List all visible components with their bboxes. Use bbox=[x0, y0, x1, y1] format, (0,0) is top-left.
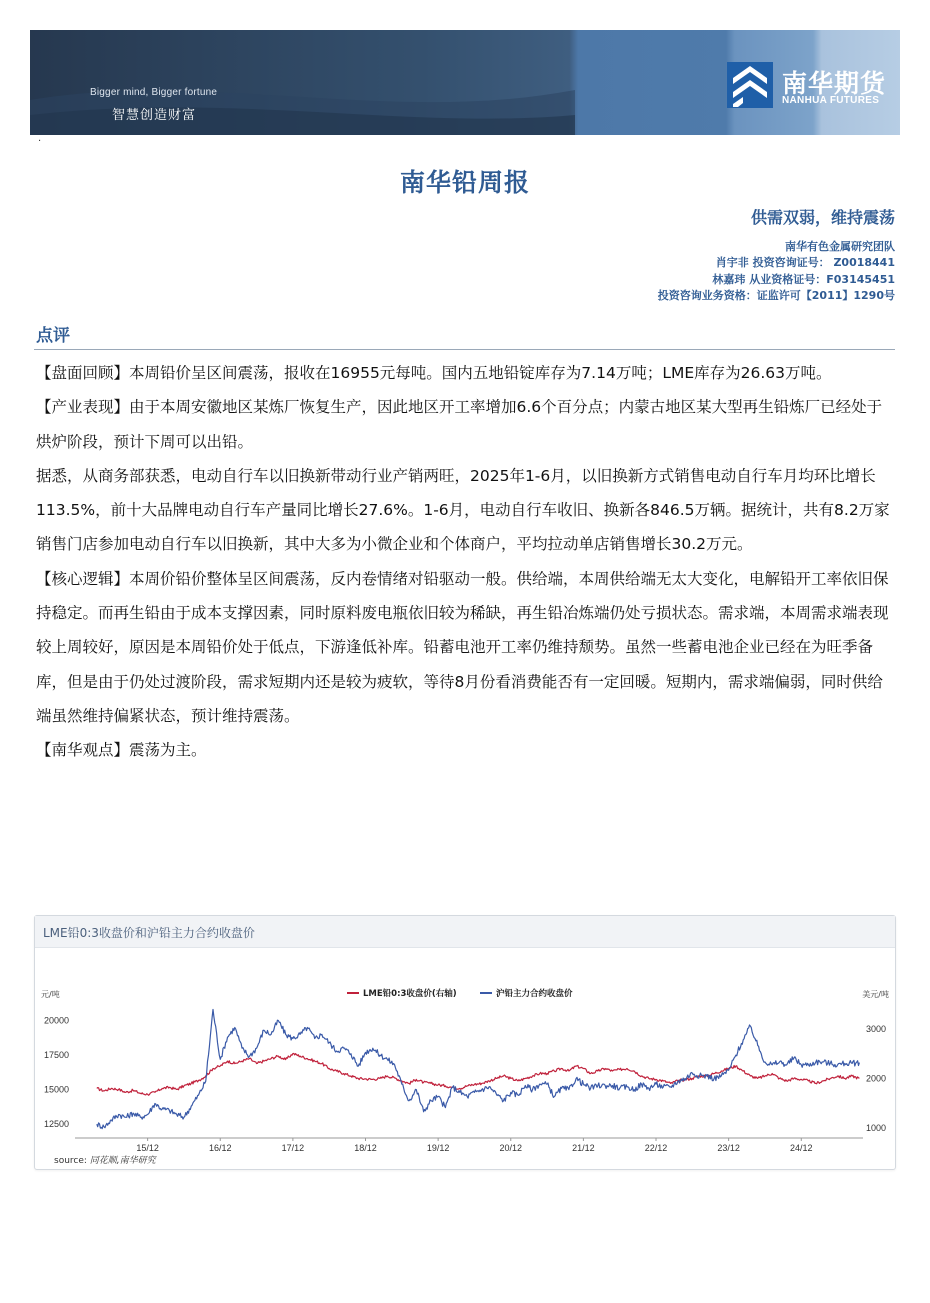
stray-dot: · bbox=[38, 136, 42, 147]
legend-label-1: 沪铅主力合约收盘价 bbox=[496, 989, 573, 999]
logo-wordmark-chinese: 南华期货 bbox=[782, 69, 887, 98]
paragraph-news: 据悉，从商务部获悉，电动自行车以旧换新带动行业产销两旺，2025年1-6月，以旧换新方式销售电动自行车月均环比增长113.5%，前十大品牌电动自行车产量同比增长27.6%。1-6月，电动自行车收旧、换新各846.5万辆。据统计，共有8.2万家销售门店参加电动自行车以旧换新，其中大多为小微企业和个体商户，平均拉动单店销售增长30.2万元。 bbox=[36, 466, 890, 554]
left-tick-label: 15000 bbox=[43, 1084, 69, 1095]
chart-header bbox=[35, 916, 895, 948]
slogan-english: Bigger mind, Bigger fortune bbox=[90, 87, 218, 98]
chart-source bbox=[54, 1153, 156, 1166]
right-tick-label: 3000 bbox=[866, 1023, 887, 1034]
source-value: 同花顺,南华研究 bbox=[89, 1156, 156, 1166]
right-axis-unit: 美元/吨 bbox=[862, 990, 889, 999]
x-tick-label: 21/12 bbox=[572, 1143, 595, 1153]
logo-wordmark-english: NANHUA FUTURES bbox=[782, 95, 880, 106]
x-tick-label: 23/12 bbox=[717, 1143, 740, 1153]
section-heading: 点评 bbox=[36, 326, 70, 346]
x-tick-label: 24/12 bbox=[790, 1143, 813, 1153]
x-tick-label: 22/12 bbox=[644, 1143, 668, 1153]
section-divider bbox=[34, 349, 895, 350]
report-subtitle: 供需双弱，维持震荡 bbox=[750, 208, 895, 227]
chart-card bbox=[34, 915, 896, 1170]
license-info: 投资咨询业务资格：证监许可【2011】1290号 bbox=[657, 288, 895, 302]
x-tick-label: 17/12 bbox=[281, 1143, 305, 1153]
x-tick-label: 15/12 bbox=[136, 1143, 159, 1153]
slogan-chinese: 智慧创造财富 bbox=[112, 108, 197, 123]
price-chart bbox=[35, 948, 895, 1153]
research-team: 南华有色金属研究团队 bbox=[785, 240, 895, 253]
legend-label-0: LME铅0:3收盘价(右轴) bbox=[363, 989, 457, 999]
nanhua-logo-icon bbox=[727, 62, 773, 108]
analyst-1: 肖宇非 投资咨询证号： Z0018441 bbox=[715, 256, 895, 270]
left-tick-label: 20000 bbox=[43, 1015, 69, 1026]
left-tick-label: 12500 bbox=[43, 1119, 69, 1130]
x-tick-label: 18/12 bbox=[354, 1143, 377, 1153]
report-title: 南华铅周报 bbox=[399, 168, 530, 197]
source-label: source: bbox=[54, 1156, 87, 1166]
right-tick-label: 1000 bbox=[866, 1123, 887, 1134]
paragraph-industry: 【产业表现】由于本周安徽地区某炼厂恢复生产，因此地区开工率增加6.6个百分点；内蒙古地区某大型再生铅炼厂已经处于烘炉阶段，预计下周可以出铅。 bbox=[36, 398, 883, 451]
analyst-2: 林嘉玮 从业资格证号：F03145451 bbox=[712, 272, 895, 286]
right-tick-label: 2000 bbox=[866, 1073, 887, 1084]
analyst-info bbox=[658, 239, 895, 304]
series-line-1 bbox=[97, 1010, 860, 1129]
x-tick-label: 16/12 bbox=[208, 1143, 232, 1153]
paragraph-view: 【南华观点】震荡为主。 bbox=[36, 741, 207, 760]
commentary-body bbox=[36, 356, 896, 768]
paragraph-market-review: 【盘面回顾】本周铅价呈区间震荡，报收在16955元每吨。国内五地铅锭库存为7.14万吨；LME库存为26.63万吨。 bbox=[36, 364, 832, 382]
x-tick-label: 19/12 bbox=[426, 1143, 450, 1153]
left-axis-unit: 元/吨 bbox=[41, 990, 60, 999]
x-tick-label: 20/12 bbox=[499, 1143, 523, 1153]
chart-card-title: LME铅0:3收盘价和沪铅主力合约收盘价 bbox=[43, 926, 255, 940]
paragraph-core-logic: 【核心逻辑】本周价铅价整体呈区间震荡，反内卷情绪对铅驱动一般。供给端，本周供给端无太大变化，电解铅开工率依旧保持稳定。而再生铅由于成本支撑因素，同时原料废电瓶依旧较为稀缺，再生铅冶炼端仍处亏损状态。需求端，本周需求端表现较上周较好，原因是本周铅价处于低点，下游逢低补库。铅蓄电池开工率仍维持颓势。虽然一些蓄电池企业已经在为旺季备库，但是由于仍处过渡阶段，需求短期内还是较为疲软，等待8月份看消费能否有一定回暖。短期内，需求端偏弱，同时供给端虽然维持偏紧状态，预计维持震荡。 bbox=[36, 569, 889, 725]
left-tick-label: 17500 bbox=[43, 1050, 69, 1061]
series-line-0 bbox=[97, 1053, 860, 1095]
